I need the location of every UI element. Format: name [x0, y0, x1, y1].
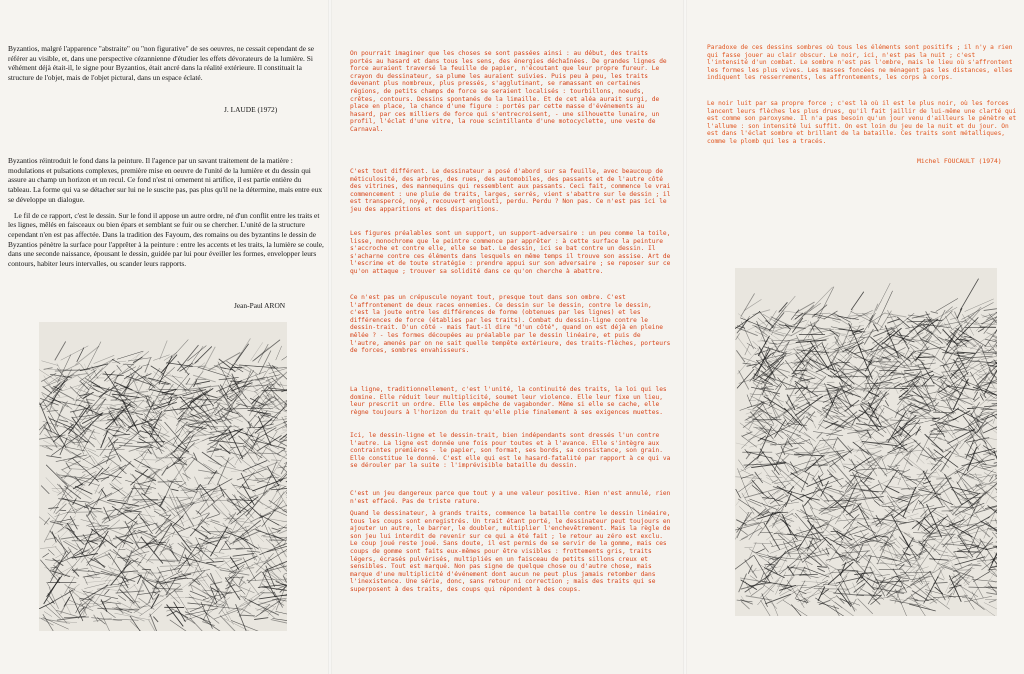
laude-signature: J. LAUDE (1972) — [224, 105, 278, 114]
text-block-7: C'est un jeu dangereux parce que tout y a une valeur positive. Rien n'est annulé, rien n'est effacé. Pas de triste rature. — [350, 490, 671, 505]
left-panel — [0, 0, 330, 674]
aron-text — [8, 156, 324, 269]
center-panel — [330, 0, 685, 674]
drawing-right-graphic — [735, 268, 997, 616]
text-block-5: La ligne, traditionnellement, c'est l'unité, la continuité des traits, la loi qui les domine. Elle réduit leur multiplicité, soumet leur violence. Elle leur fixe un lieu, leur prescrit un ordre. Elle les empêche de vagabonder. Même si elle se cache, elle règne toujours à l'horizon du trait qu'elle plie finalement à ses exigences muettes. — [350, 386, 667, 416]
text-block-4: Ce n'est pas un crépuscule noyant tout, presque tout dans son ombre. C'est l'affrontement de deux races ennemies. Ce dessin sur le dessin, contre le dessin, c'est la joute entre les différences de forme (obtenues par les lignes) et les différences de force (établies par les traits). Combat du dessin-ligne contre le dessin-trait. D'un côté - mais faut-il dire "d'un côté", quand on est déjà en pleine mêlée ? - les formes découpées au préalable par le dessin linéaire, et puis de l'autre, amenés par on ne sait quelle tempête extérieure, des traits-flèches, porteurs de forces, sombres envahisseurs. — [350, 294, 671, 355]
drawing-left-graphic — [39, 322, 287, 631]
text-block-6: Ici, le dessin-ligne et le dessin-trait, bien indépendants sont dressés l'un contre l'autre. La ligne est donnée une fois pour toutes et à l'avance. Elle s'intègre aux contraintes premières - le papier, son format, ses bords, sa consistance, son grain. Elle constitue le donné. C'est elle qui est le hasard-fatalité par rapport à ce qui va se dérouler par la suite : l'imprévisible bataille du dessin. — [350, 432, 671, 470]
aron-signature: Jean-Paul ARON — [234, 301, 286, 310]
aron-paragraph-1: Byzantios réintroduit le fond dans la peinture. Il l'agence par un savant traitement de la matière : modulations et pulsations complexes, première mise en oeuvre de l'unité de la lumière et du dessin qui assure au champ un horizon et un recul. Ce fond n'est ni ornement ni artifice, il est partie entière du tableau. La forme qui va se détacher sur lui ne le suscite pas, pas plus qu'il ne la détermine, mais entre eux se développe un dialogue. — [8, 156, 323, 204]
foucault-paragraph-1: Paradoxe de ces dessins sombres où tous les éléments sont positifs ; il n'y a rien qui fasse jouer au clair obscur. Le noir, ici, n'est pas la nuit ; c'est l'intensité d'un combat. Le sombre n'est pas l'ombre, mais le lieu où s'affrontent les formes les plus vives. Les masses foncées ne ménagent pas les distances, elles indiquent les resserrements, les affrontements, les corps à corps. — [707, 44, 1013, 82]
drawing-image-left — [39, 322, 287, 631]
laude-paragraph: Byzantios, malgré l'apparence "abstraite" ou "non figurative" de ses oeuvres, ne cessait cependant de se référer au visible, et, dans une perspective cézannienne d'étudier les effets dévorateurs de la lumière. Si véhément déjà était-il, le signe pour Byzantios, était ancré dans la réalité extérieure. Il constituait la structure de l'objet, mais de l'objet pictural, dans un espace éclaté. — [8, 44, 315, 83]
text-block-1: On pourrait imaginer que les choses se sont passées ainsi : au début, des traits portés au hasard et dans tous les sens, des énergies déchaînées. De grandes lignes de force auraient traversé la feuille de papier, n'écoutant que leur propre fureur. Le crayon du dessinateur, sa plume les auraient suivies. Puis peu à peu, les traits devenant plus nombreux, plus pressés, s'agglutinant, se ramassant en certaines régions, de petits champs de force se seraient localisés : tourbillons, noeuds, crêtes, contours. Dessins spontanés de la limaille. Et de cet aléa aurait surgi, de place en place, la chance d'une figure : portés par cette masse d'événements au hasard, par ces milliers de force qui s'entrecroisent, - une silhouette lunaire, un profil, l'éclat d'une vitre, la roue scintillante d'une motocyclette, une veste de Carnaval. — [350, 50, 667, 133]
aron-paragraph-2: Le fil de ce rapport, c'est le dessin. Sur le fond il appose un autre ordre, né d'un conflit entre les traits et les lignes, mêlés en faisceaux ou bien épars et semblant se fuir ou se chercher. L'unité de la structure cependant n'en est pas affectée. Dans la tradition des Fayoum, des romains ou des byzantins le dessin de Byzantios pénètre la surface pour l'apprêter à la peinture : entre les accents et les traits, la lumière se coule, dans une seconde naissance, épousant le dessin, guidée par lui pour éveiller les formes, envelopper leurs contours, habiter leurs intervalles, ou scander leurs rapports. — [8, 210, 324, 269]
laude-quote — [8, 44, 324, 83]
text-block-2: C'est tout différent. Le dessinateur a posé d'abord sur sa feuille, avec beaucoup de méticulosité, des arbres, des rues, des automobiles, des passants et de l'autre côté des vitrines, des mannequins qui ressemblent aux passants. Ceci fait, commence le vrai commencement : une pluie de traits, larges, serrés, vient s'abattre sur le dessin ; il est transpercé, noyé, recouvert englouti, perdu. Perdu ? Non pas. Ce n'est pas ici le jeu des apparitions et des disparitions. — [350, 168, 671, 213]
text-block-8: Quand le dessinateur, à grands traits, commence la bataille contre le dessin linéaire, tous les coups sont enregistrés. Un trait étant porté, le dessinateur peut toujours en ajouter un autre, le barrer, le doubler, multiplier l'enchevêtrement. Mais la règle de son jeu lui interdit de revenir sur ce qui a été fait ; le retour au zéro est exclu. Le coup joué reste joué. Sans doute, il est permis de se servir de la gomme, mais ces coups de gomme sont faits eux-mêmes pour être visibles : frottements gris, traits légers, écrasés pulvérisés, multipliés en un faisceau de petits sillons creux et sensibles. Tout est marqué. Non pas signe de quelque chose ou d'autre chose, mais marque d'une multiplicité d'événement dont aucun ne peut plus jamais retomber dans l'inexistence. Une série, donc, sans retour ni correction ; mais des traits qui se superposent à des traits, des coups qui répondent à des coups. — [350, 510, 671, 593]
foucault-paragraph-2: Le noir luit par sa propre force ; c'est là où il est le plus noir, où les forces lancent leurs flèches les plus drues, qu'il fait jaillir de lui-même une clarté qui est comme son paroxysme. Il n'a pas besoin qu'un jour venu d'ailleurs le pénètre et l'allume : son intensité lui suffit. On est loin du jeu de la nuit et du jour. On est dans l'éclat sombre et brillant de la bataille. Ces traits sont métalliques, comme le plomb qui les a tracés. — [707, 100, 1017, 145]
drawing-image-right — [735, 268, 997, 616]
foucault-signature: Michel FOUCAULT (1974) — [917, 157, 1002, 165]
right-panel — [685, 0, 1024, 674]
fold-line-right — [683, 0, 687, 674]
fold-line-left — [328, 0, 332, 674]
text-block-3: Les figures préalables sont un support, un support-adversaire : un peu comme la toile, lisse, monochrome que le peintre commence par apprêter : à cette surface la peinture s'accroche et contre elle, elle se bat. Le dessin, ici se bat contre un dessin. Il s'acharne contre ces éléments dans lesquels en même temps il trouve son assise. Art de l'escrime et de toute stratégie : prendre appui sur son adversaire ; se reposer sur ce qu'on attaque ; trouver sa solidité dans ce qu'on cherche à abattre. — [350, 230, 671, 275]
